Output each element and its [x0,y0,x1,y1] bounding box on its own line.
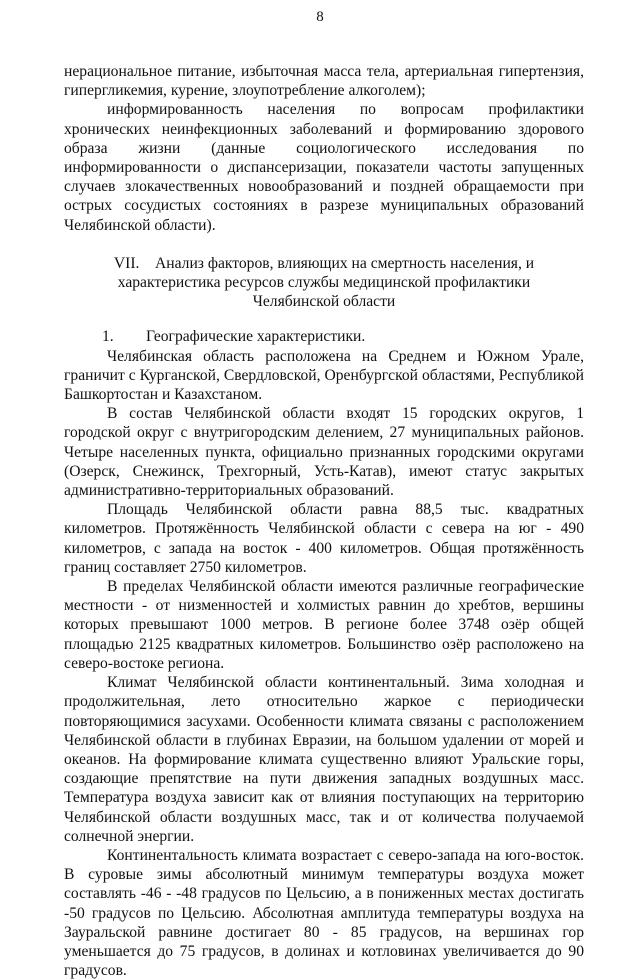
subsection-number: 1. [102,328,114,346]
body-paragraph-2: В состав Челябинской области входят 15 городских округов, 1 городской округ с внутригородским делением, 27 муниципальных районов. Четыре населенных пункта, официально признанных городскими округами (Озерск, Снежинск, Трехгорный, Усть-Катав), имеют статус закрытых административно-территориальных образований. [64,405,584,500]
document-body [64,62,584,980]
body-paragraph-3: Площадь Челябинской области равна 88,5 тыс. квадратных километров. Протяжённость Челябинской области с севера на юг - 490 километров, с запада на восток - 400 километров. Общая протяжённость границ составляет 2750 километров. [64,501,584,576]
subsection-heading [64,327,584,346]
page-number: 8 [316,9,324,25]
body-paragraph-5: Климат Челябинской области континентальный. Зима холодная и продолжительная, лето относительно жаркое с периодически повторяющимися засухами. Особенности климата связаны с расположением Челябинской области в глубинах Евразии, на большом удалении от морей и океанов. На формирование климата существенно влияют Уральские горы, создающие препятствие на пути движения западных воздушных масс. Температура воздуха зависит как от влияния поступающих на территорию Челябинской области воздушных масс, так и от количества получаемой солнечной энергии. [64,674,584,845]
subsection-title: Географические характеристики. [146,328,366,346]
section-title-line-1: VII. Анализ факторов, влияющих на смертность населения, и [113,254,535,272]
body-paragraph-6: Континентальность климата возрастает с северо-запада на юго-восток. В суровые зимы абсолютный минимум температуры воздуха может составлять -46 - -48 градусов по Цельсию, а в пониженных местах достигать -50 градусов по Цельсию. Абсолютная амплитуда температуры воздуха на Зауральской равнине достигает 80 - 85 градусов, на вершинах гор уменьшается до 75 градусов, в долинах и котловинах увеличивается до 90 градусов. [64,846,584,980]
section-title-line-3: Челябинской области [252,293,396,311]
intro-paragraph-1: нерациональное питание, избыточная масса тела, артериальная гипертензия, гипергликемия, курение, злоупотребление алкоголем); [64,63,584,100]
intro-paragraph-2: информированность населения по вопросам профилактики хронических неинфекционных заболеваний и формированию здорового образа жизни (данные социологического исследования по информированности о диспансеризации, показатели частоты запущенных случаев злокачественных новообразований и поздней обращаемости при острых сосудистых состояниях в разрезе муниципальных образований Челябинской области). [64,101,584,234]
section-heading [64,254,584,312]
body-paragraph-1: Челябинская область расположена на Среднем и Южном Урале, граничит с Курганской, Свердловской, Оренбургской областями, Республикой Башкортостан и Казахстаном. [64,347,584,404]
body-paragraph-4: В пределах Челябинской области имеются различные географические местности - от низменностей и холмистых равнин до хребтов, вершины которых превышают 1000 метров. В регионе более 3748 озёр общей площадью 2125 квадратных километров. Большинство озёр расположено на северо-востоке региона. [64,578,584,672]
section-title-line-2: характеристика ресурсов службы медицинской профилактики [117,274,531,292]
